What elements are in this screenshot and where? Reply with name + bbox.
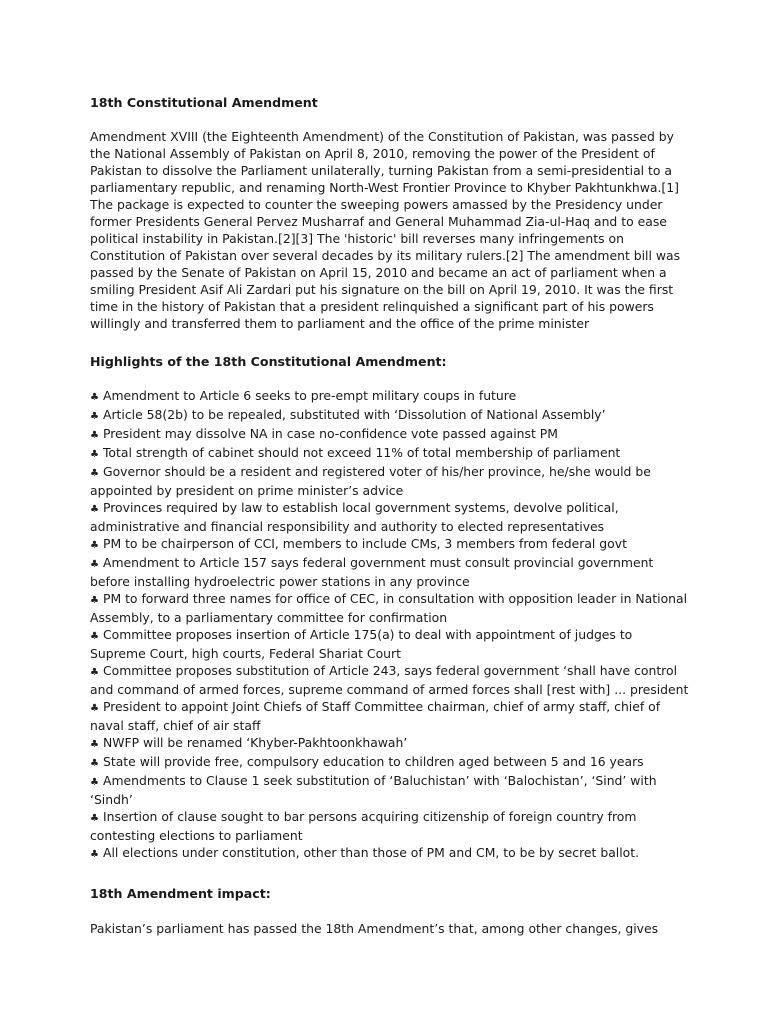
list-item-text: Amendments to Clause 1 seek substitution of ‘Baluchistan’ with ‘Balochistan’, ‘Sind’ with ‘Sindh’: [90, 773, 657, 807]
list-item-text: Governor should be a resident and registered voter of his/her province, he/she would be appointed by president on prime minister’s advice: [90, 464, 651, 498]
list-item-text: PM to be chairperson of CCI, members to include CMs, 3 members from federal govt: [102, 536, 627, 551]
highlights-heading: Highlights of the 18th Constitutional Amendment:: [90, 354, 447, 369]
list-item: [90, 734, 690, 753]
list-item: [90, 463, 690, 499]
impact-paragraph: Pakistan’s parliament has passed the 18th Amendment’s that, among other changes, gives: [90, 921, 659, 936]
club-icon: ♣: [90, 430, 99, 441]
list-item: [90, 387, 690, 406]
list-item-text: Total strength of cabinet should not exceed 11% of total membership of parliament: [102, 445, 621, 460]
club-icon: ♣: [90, 777, 99, 788]
list-item-text: Article 58(2b) to be repealed, substituted with ‘Dissolution of National Assembly’: [102, 407, 606, 422]
document-title: 18th Constitutional Amendment: [90, 95, 318, 110]
impact-heading: 18th Amendment impact:: [90, 886, 271, 901]
club-icon: ♣: [90, 595, 99, 606]
list-item: [90, 535, 690, 554]
list-item: [90, 590, 690, 626]
club-icon: ♣: [90, 849, 99, 860]
list-item-text: President may dissolve NA in case no-confidence vote passed against PM: [102, 426, 558, 441]
list-item: [90, 772, 690, 808]
club-icon: ♣: [90, 667, 99, 678]
club-icon: ♣: [90, 540, 99, 551]
club-icon: ♣: [90, 411, 99, 422]
list-item: [90, 808, 690, 844]
club-icon: ♣: [90, 449, 99, 460]
list-item-text: Insertion of clause sought to bar persons acquiring citizenship of foreign country from contesting elections to parliament: [90, 809, 637, 843]
list-item: [90, 499, 690, 535]
list-item-text: State will provide free, compulsory education to children aged between 5 and 16 years: [102, 754, 644, 769]
list-item: [90, 753, 690, 772]
club-icon: ♣: [90, 504, 99, 515]
list-item: [90, 698, 690, 734]
list-item-text: NWFP will be renamed ‘Khyber-Pakhtoonkhawah’: [102, 735, 408, 750]
list-item-text: PM to forward three names for office of CEC, in consultation with opposition leader in National Assembly, to a parliamentary committee for confirmation: [90, 591, 688, 625]
highlights-list: [90, 387, 690, 863]
club-icon: ♣: [90, 739, 99, 750]
list-item: [90, 626, 690, 662]
club-icon: ♣: [90, 392, 99, 403]
intro-paragraph: Amendment XVIII (the Eighteenth Amendment) of the Constitution of Pakistan, was passed by the National Assembly of Pakistan on April 8, 2010, removing the power of the President of Pakistan to dissolve the Parliament unilaterally, turning Pakistan from a semi-presidential to a parliamentary republic, and renaming North-West Frontier Province to Khyber Pakhtunkhwa.[1] The package is expected to counter the sweeping powers amassed by the Presidency under former Presidents General Pervez Musharraf and General Muhammad Zia-ul-Haq and to ease political instability in Pakistan.[2][3] The 'historic' bill reverses many infringements on Constitution of Pakistan over several decades by its military rulers.[2] The amendment bill was passed by the Senate of Pakistan on April 15, 2010 and became an act of parliament when a smiling President Asif Ali Zardari put his signature on the bill on April 19, 2010. It was the first time in the history of Pakistan that a president relinquished a significant part of his powers willingly and transferred them to parliament and the office of the prime minister: [90, 129, 681, 331]
club-icon: ♣: [90, 559, 99, 570]
list-item-text: Amendment to Article 6 seeks to pre-empt military coups in future: [102, 388, 517, 403]
list-item: [90, 554, 690, 590]
list-item-text: Provinces required by law to establish local government systems, devolve political, administrative and financial responsibility and authority to elected representatives: [90, 500, 619, 534]
list-item-text: Amendment to Article 157 says federal government must consult provincial government before installing hydroelectric power stations in any province: [90, 555, 654, 589]
list-item: [90, 406, 690, 425]
list-item: [90, 425, 690, 444]
list-item-text: President to appoint Joint Chiefs of Staff Committee chairman, chief of army staff, chief of naval staff, chief of air staff: [90, 699, 661, 733]
list-item-text: All elections under constitution, other than those of PM and CM, to be by secret ballot.: [102, 845, 640, 860]
list-item: [90, 844, 690, 863]
list-item: [90, 662, 690, 698]
club-icon: ♣: [90, 631, 99, 642]
club-icon: ♣: [90, 468, 99, 479]
list-item-text: Committee proposes insertion of Article 175(a) to deal with appointment of judges to Supreme Court, high courts, Federal Shariat Court: [90, 627, 633, 661]
list-item: [90, 444, 690, 463]
club-icon: ♣: [90, 813, 99, 824]
list-item-text: Committee proposes substitution of Article 243, says federal government ‘shall have control and command of armed forces, supreme command of armed forces shall [rest with] ... president: [90, 663, 689, 697]
club-icon: ♣: [90, 703, 99, 714]
club-icon: ♣: [90, 758, 99, 769]
